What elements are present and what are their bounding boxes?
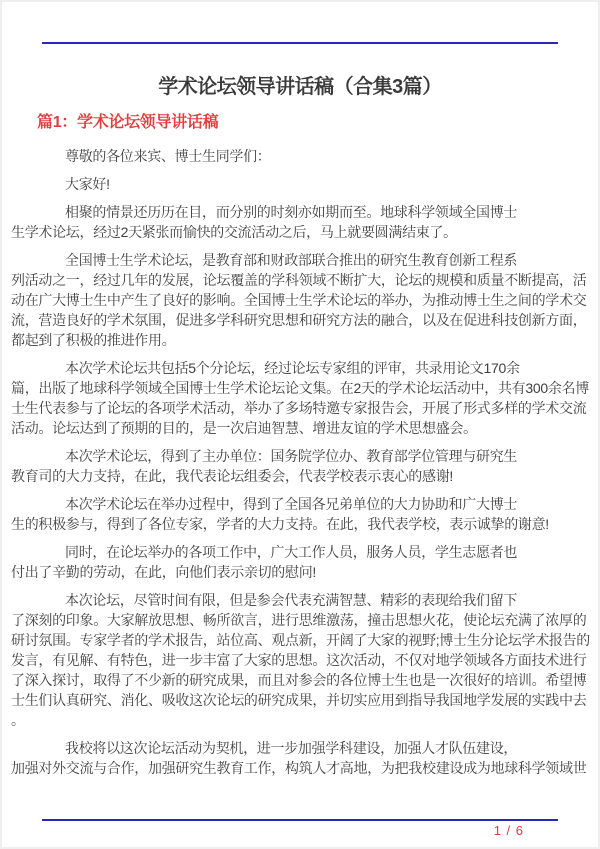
paragraph-line: 本次学术论坛，得到了主办单位：国务院学位办、教育部学位管理与研究生 [65,448,518,464]
paragraph-line: 教育司的大力支持，在此，我代表论坛组委会，代表学校表示衷心的感谢! [11,468,453,484]
paragraph-line: 全国博士生学术论坛，是教育部和财政部联合推出的研究生教育创新工程系 [65,252,518,268]
paragraph-line: 尊敬的各位来宾、博士生同学们： [65,148,271,164]
paragraph [11,494,590,534]
footer-rule [42,819,558,821]
paragraph-line: 士生们认真研究、消化、吸收这次论坛的研究成果，并切实应用到指导我国地学发展的实践中去 [11,692,587,708]
paragraph-line: 我校将以这次论坛活动为契机，进一步加强学科建设，加强人才队伍建设， [65,740,518,756]
paragraph-line: 发言，有见解、有特色，进一步丰富了大家的思想。这次活动，不仅对地学领域各方面技术进行 [11,652,587,668]
paragraph [11,202,590,242]
paragraph [11,174,590,194]
paragraph-line: 列活动之一，经过几年的发展，论坛覆盖的学科领域不断扩大，论坛的规模和质量不断提高，活 [11,272,587,288]
paragraph-line: 本次论坛，尽管时间有限，但是参会代表充满智慧、精彩的表现给我们留下 [65,592,518,608]
paragraph-line: 同时，在论坛举办的各项工作中，广大工作人员，服务人员，学生志愿者也 [65,544,518,560]
paragraph [11,250,590,350]
paragraph [11,446,590,486]
paragraph [11,146,590,166]
paragraph-line: 篇，出版了地球科学领域全国博士生学术论坛论文集。在2天的学术论坛活动中，共有300余名博 [11,380,589,396]
paragraph-line: 大家好! [65,176,110,192]
section-heading: 篇1：学术论坛领导讲话稿 [37,114,219,131]
page-number: 1 / 6 [493,823,524,838]
paragraph [11,738,590,778]
paragraph-line: 士生代表参与了论坛的各项学术活动，举办了多场特邀专家报告会，开展了形式多样的学术交流 [11,400,587,416]
header-rule [42,42,558,44]
paragraph-line: 付出了辛勤的劳动，在此，向他们表示亲切的慰问! [11,564,316,580]
paragraph-line: 加强对外交流与合作，加强研究生教育工作，构筑人才高地，为把我校建设成为地球科学领域世 [11,760,587,776]
paragraph [11,358,590,438]
paragraph-line: 本次学术论坛共包括5个分论坛，经过论坛专家组的评审，共录用论文170余 [65,360,520,376]
paragraph-line: 。 [11,712,25,728]
paragraph-line: 研讨氛围。专家学者的学术报告，站位高、观点新，开阔了大家的视野;博士生分论坛学术报告的 [11,632,590,648]
paragraph-line: 相聚的情景还历历在目，而分别的时刻亦如期而至。地球科学领域全国博士 [65,204,518,220]
paragraph-line: 流，营造良好的学术氛围，促进多学科研究思想和研究方法的融合，以及在促进科技创新方面， [11,312,587,328]
page-title: 学术论坛领导讲话稿（合集3篇） [158,76,442,98]
paragraph-line: 生学术论坛，经过2天紧张而愉快的交流活动之后，马上就要圆满结束了。 [11,224,457,240]
paragraph [11,542,590,582]
paragraph-line: 了深刻的印象。大家解放思想、畅所欲言，进行思维激荡，撞击思想火花，使论坛充满了浓厚的 [11,612,587,628]
paragraph-line: 都起到了积极的推进作用。 [11,332,176,348]
paragraph [11,590,590,730]
page-footer [42,819,558,838]
paragraph-line: 生的积极参与，得到了各位专家，学者的大力支持。在此，我代表学校，表示诚挚的谢意! [11,516,549,532]
document-body [0,146,600,778]
paragraph-line: 了深入探讨，取得了不少新的研究成果，而且对参会的各位博士生也是一次很好的培训。希望博 [11,672,587,688]
paragraph-line: 活动。论坛达到了预期的目的，是一次启迪智慧、增进友谊的学术思想盛会。 [11,420,477,436]
paragraph-line: 本次学术论坛在举办过程中，得到了全国各兄弟单位的大力协助和广大博士 [65,496,518,512]
paragraph-line: 动在广大博士生中产生了良好的影响。全国博士生学术论坛的举办，为推动博士生之间的学术交 [11,292,587,308]
